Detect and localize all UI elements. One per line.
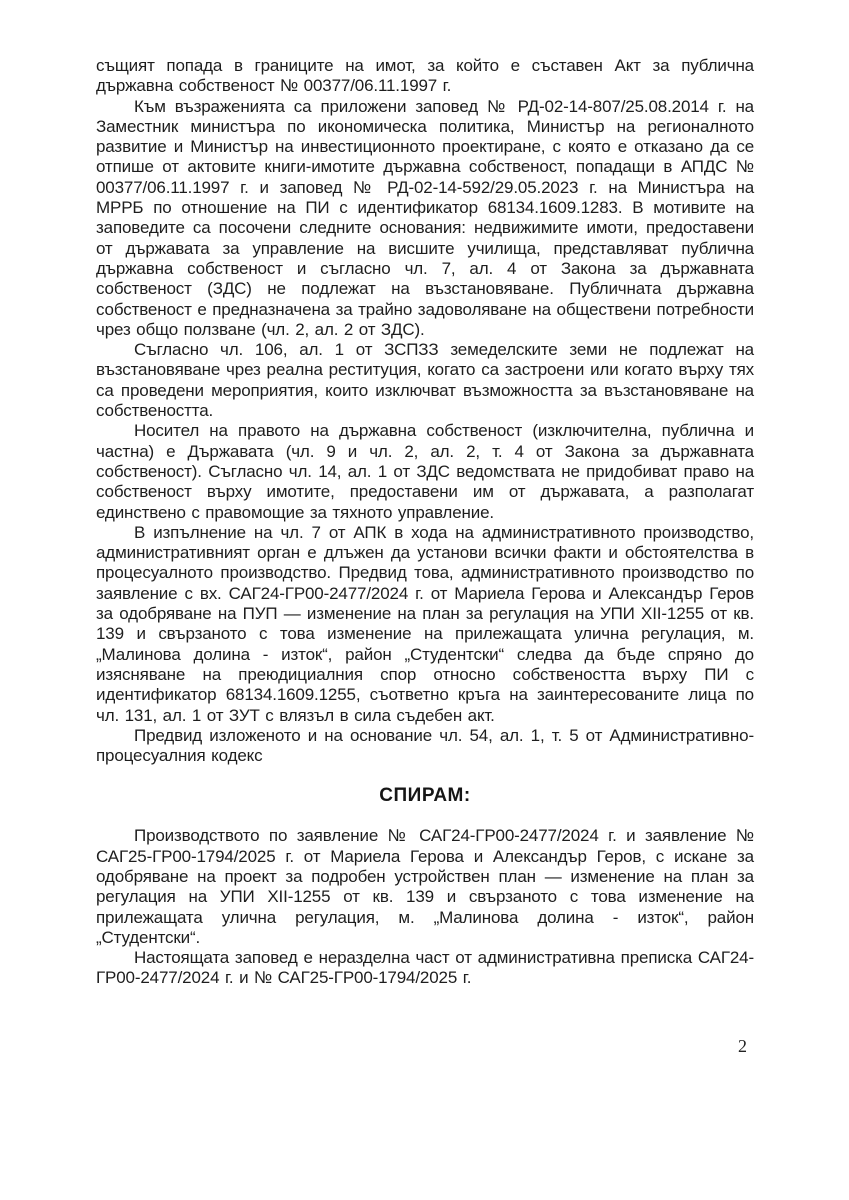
order-heading: СПИРАМ:: [379, 785, 471, 807]
paragraph-legal-basis: Предвид изложеното и на основание чл. 54, ал. 1, т. 5 от Административно-процесуалния кодекс: [96, 725, 754, 766]
paragraph-suspended-proceedings: Производството по заявление № САГ24-ГР00-2477/2024 г. и заявление № САГ25-ГР00-1794/2025 г. от Мариела Герова и Александър Геров, с искане за одобряване на проект за подробен устройствен план — изменение на план за регулация на УПИ XII-1255 от кв. 139 и свързаното с това изменение на прилежащата улична регулация, м. „Малинова долина - изток“, район „Студентски“.: [96, 826, 754, 947]
paragraph-continuation: същият попада в границите на имот, за който е съставен Акт за публична държавна собственост № 00377/06.11.1997 г.: [96, 56, 754, 96]
paragraph-inseparable-part: Настоящата заповед е неразделна част от административна преписка САГ24-ГР00-2477/2024 г. и № САГ25-ГР00-1794/2025 г.: [96, 948, 754, 988]
paragraph-apk-procedure: В изпълнение на чл. 7 от АПК в хода на административното производство, административният орган е длъжен да установи всички факти и обстоятелства в процесуалното производство. Предвид това, административното производство по заявление с вх. САГ24-ГР00-2477/2024 г. от Мариела Герова и Александър Геров за одобряване на ПУП — изменение на план за регулация на УПИ XII-1255 от кв. 139 и свързаното с това изменение на прилежащата улична регулация, м. „Малинова долина - изток“, район „Студентски“ следва да бъде спряно до изясняване на преюдициалния спор относно собствеността върху ПИ с идентификатор 68134.1609.1255, съответно кръга на заинтересованите лица по чл. 131, ал. 1 от ЗУТ с влязъл в сила съдебен акт.: [96, 522, 754, 725]
paragraph-state-ownership: Носител на правото на държавна собственост (изключителна, публична и частна) е Държавата (чл. 9 и чл. 2, ал. 2, т. 4 от Закона за държавната собственост). Съгласно чл. 14, ал. 1 от ЗДС ведомствата не придобиват право на собственост върху имотите, предоставени им от държавата, а разполагат единствено с правомощие за тяхното управление.: [96, 421, 754, 522]
paragraph-zspzz: Съгласно чл. 106, ал. 1 от ЗСПЗЗ земеделските земи не подлежат на възстановяване чрез реална реституция, когато са застроени или когато върху тях са проведени мероприятия, които изключват възможността за възстановяване на собствеността.: [96, 340, 754, 421]
paragraph-objections: Към възраженията са приложени заповед № РД-02-14-807/25.08.2014 г. на Заместник министъра по икономическа политика, Министър на регионалното развитие и Министър на инвестиционното проектиране, с която е отказано да се отпише от актовите книги-имотите държавна собственост, попадащи в АПДС № 00377/06.11.1997 г. и заповед № РД-02-14-592/29.05.2023 г. на Министъра на МРРБ по отношение на ПИ с идентификатор 68134.1609.1283. В мотивите на заповедите са посочени следните основания: недвижимите имоти, предоставени от държавата за управление на висшите училища, представляват публична държавна собственост и съгласно чл. 7, ал. 4 от Закона за държавната собственост (ЗДС) не подлежат на възстановяване. Публичната държавна собственост е предназначена за трайно задоволяване на обществени потребности чрез общо ползване (чл. 2, ал. 2 от ЗДС).: [96, 96, 754, 339]
document-text-block: [96, 56, 754, 989]
page-number: 2: [738, 1036, 747, 1056]
